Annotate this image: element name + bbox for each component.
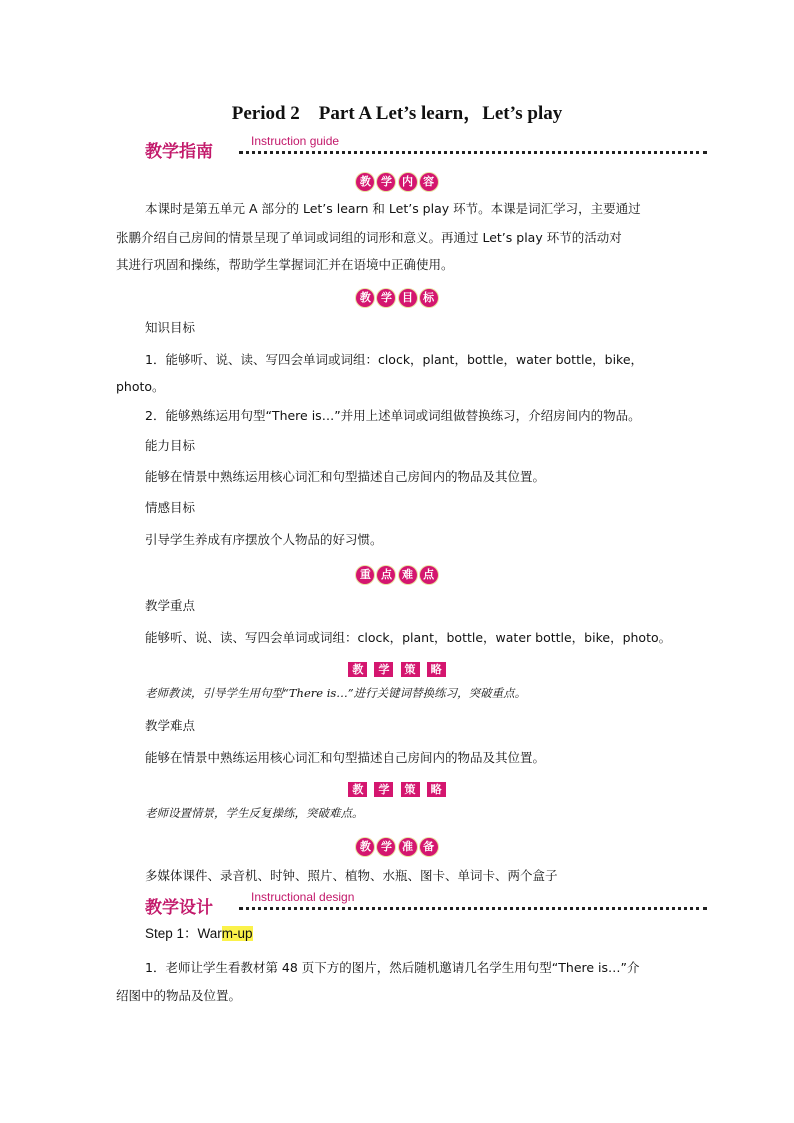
badge-key-difficult-points [0,563,794,584]
badge-char: 重 [356,566,374,584]
difficult-points-strategy: 老师设置情景，学生反复操练，突破难点。 [145,806,364,820]
badge-char: 难 [399,566,417,584]
badge-char: 学 [377,289,395,307]
badge-char: 教 [356,289,374,307]
knowledge-goals-heading: 知识目标 [145,320,196,335]
badge-char: 策 [401,662,420,677]
badge-teaching-preparation [0,835,794,856]
badge-char: 准 [399,838,417,856]
badge-char: 标 [420,289,438,307]
section-title-en: Instruction guide [251,134,340,148]
badge-char: 内 [399,173,417,191]
knowledge-goal-1-cont: photo。 [116,379,165,394]
badge-char: 教 [348,662,367,677]
step-1-heading [145,924,253,944]
section-title-cn: 教学设计 [145,898,213,918]
badge-char: 略 [427,662,446,677]
section-title-en: Instructional design [251,890,355,904]
ability-goal-text: 能够在情景中熟练运用核心词汇和句型描述自己房间内的物品及其位置。 [145,469,546,484]
badge-char: 教 [348,782,367,797]
emotion-goals-heading: 情感目标 [145,500,196,515]
section-instructional-design [145,890,710,919]
dotted-divider [239,151,707,154]
badge-char: 容 [420,173,438,191]
badge-char: 学 [374,662,393,677]
badge-char: 学 [374,782,393,797]
emotion-goal-text: 引导学生养成有序摆放个人物品的好习惯。 [145,532,383,547]
key-points-text: 能够听、说、读、写四会单词或词组：clock，plant，bottle，water bottle，bike，photo。 [145,630,672,645]
key-points-strategy: 老师教读，引导学生用句型“There is…”进行关键词替换练习，突破重点。 [145,686,527,700]
step-1-label: Step 1：War [145,926,222,941]
badge-teaching-content [0,170,794,191]
page-title: Period 2 Part A Let’s learn，Let’s play [231,103,563,124]
content-line: 张鹏介绍自己房间的情景呈现了单词或词组的词形和意义。再通过 Let’s play 环节的活动对 [116,230,622,245]
content-line: 其进行巩固和操练，帮助学生掌握词汇并在语境中正确使用。 [116,257,454,272]
badge-char: 学 [377,838,395,856]
knowledge-goal-2: 2．能够熟练运用句型“There is…”并用上述单词或词组做替换练习，介绍房间内的物品。 [145,408,641,423]
difficult-points-heading: 教学难点 [145,718,196,733]
key-points-heading: 教学重点 [145,598,196,613]
badge-char: 点 [420,566,438,584]
badge-teaching-goals [0,286,794,307]
badge-char: 点 [377,566,395,584]
badge-char: 学 [377,173,395,191]
ability-goals-heading: 能力目标 [145,438,196,453]
step-1-item-1-cont: 绍图中的物品及位置。 [116,988,242,1003]
badge-char: 备 [420,838,438,856]
step-1-item-1: 1．老师让学生看教材第 48 页下方的图片，然后随机邀请几名学生用句型“There is…”介 [145,960,640,975]
badge-strategy [0,658,794,677]
badge-char: 略 [427,782,446,797]
badge-char: 目 [399,289,417,307]
badge-char: 策 [401,782,420,797]
badge-char: 教 [356,838,374,856]
dotted-divider [239,907,707,910]
preparation-text: 多媒体课件、录音机、时钟、照片、植物、水瓶、图卡、单词卡、两个盒子 [145,868,558,883]
section-title-cn: 教学指南 [145,142,213,162]
badge-char: 教 [356,173,374,191]
step-1-highlight: m-up [221,926,253,941]
difficult-points-text: 能够在情景中熟练运用核心词汇和句型描述自己房间内的物品及其位置。 [145,750,546,765]
knowledge-goal-1: 1．能够听、说、读、写四会单词或词组：clock，plant，bottle，water bottle，bike， [145,352,644,367]
content-line: 本课时是第五单元 A 部分的 Let’s learn 和 Let’s play 环节。本课是词汇学习，主要通过 [145,201,641,216]
badge-strategy [0,778,794,797]
section-instruction-guide [145,134,710,163]
